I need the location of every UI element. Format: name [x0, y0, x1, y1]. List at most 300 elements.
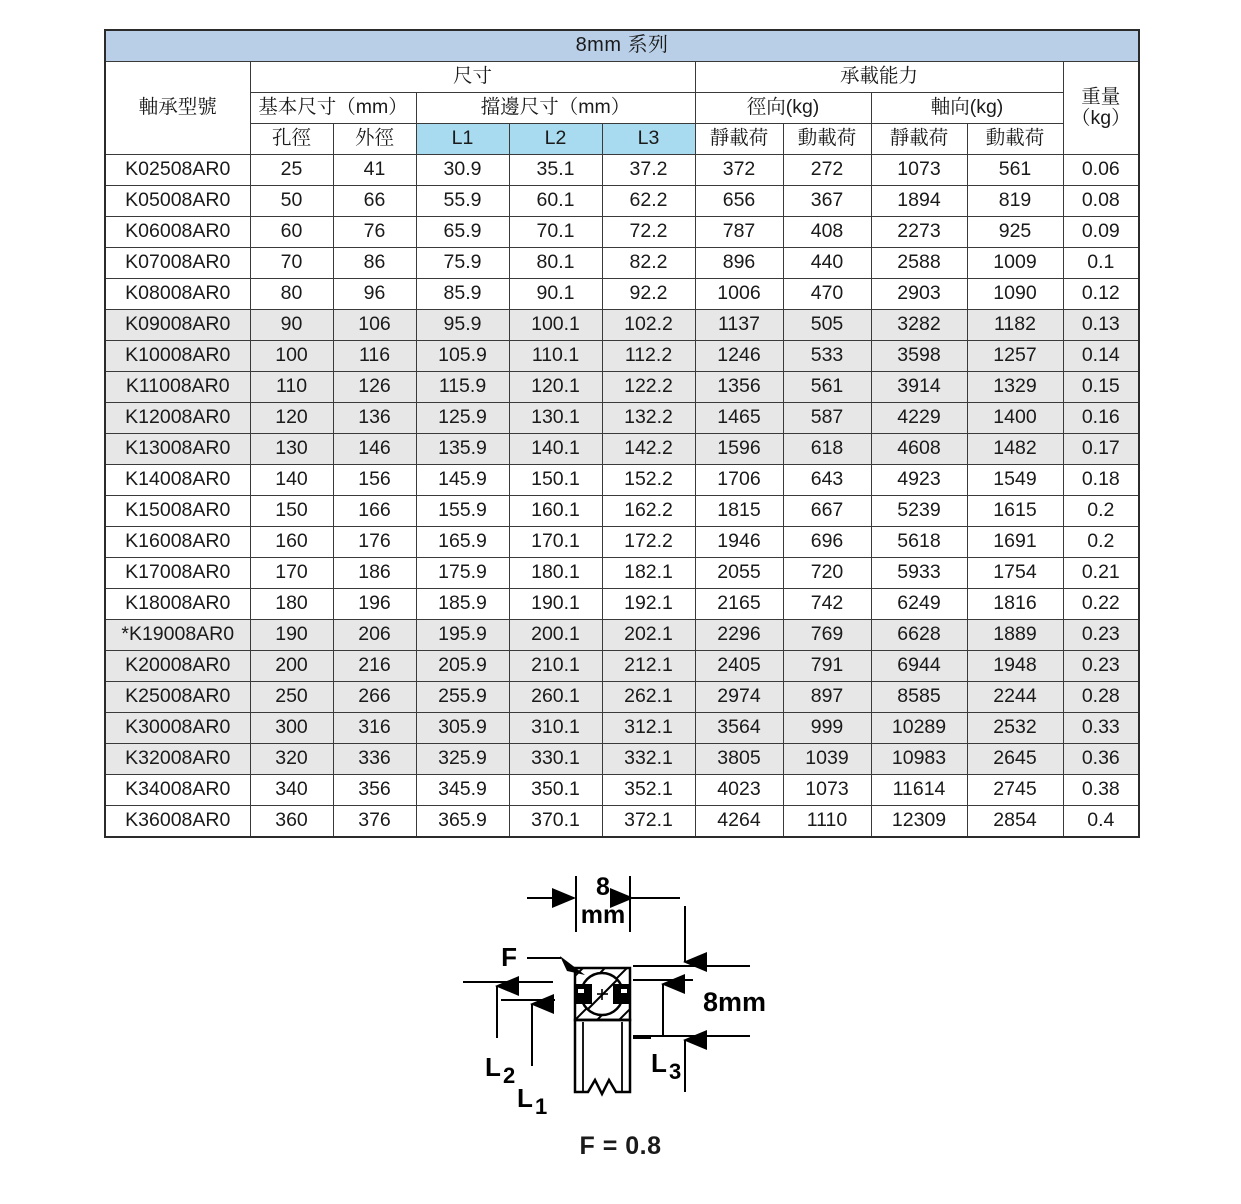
l2-dimension-group: [463, 982, 553, 1088]
cell-radial-static-load: 2974: [695, 682, 783, 713]
cell-l3: 37.2: [602, 155, 695, 186]
table-row: [105, 496, 1139, 527]
table-row: [105, 589, 1139, 620]
cell-l3: 352.1: [602, 775, 695, 806]
cell-model: K14008AR0: [105, 465, 250, 496]
cell-radial-dynamic-load: 408: [783, 217, 871, 248]
left-seal: [575, 984, 592, 1004]
cell-weight: 0.17: [1063, 434, 1139, 465]
cell-axial-dynamic-load: 925: [967, 217, 1063, 248]
cell-l1: 30.9: [416, 155, 509, 186]
cell-model: K17008AR0: [105, 558, 250, 589]
cell-axial-static-load: 11614: [871, 775, 967, 806]
cell-axial-static-load: 4229: [871, 403, 967, 434]
cell-outer-diameter: 186: [333, 558, 416, 589]
cell-l2: 170.1: [509, 527, 602, 558]
cell-bore: 160: [250, 527, 333, 558]
cell-outer-diameter: 176: [333, 527, 416, 558]
cell-l1: 155.9: [416, 496, 509, 527]
cell-outer-diameter: 356: [333, 775, 416, 806]
header-l1: L1: [416, 124, 509, 155]
cell-l3: 172.2: [602, 527, 695, 558]
bearing-cross-section-diagram: [455, 870, 835, 1120]
cell-weight: 0.22: [1063, 589, 1139, 620]
cell-bore: 320: [250, 744, 333, 775]
cell-model: K09008AR0: [105, 310, 250, 341]
cell-l2: 110.1: [509, 341, 602, 372]
cell-radial-static-load: 1596: [695, 434, 783, 465]
cell-radial-static-load: 1946: [695, 527, 783, 558]
header-weight: [1063, 62, 1139, 155]
cell-l3: 202.1: [602, 620, 695, 651]
cell-l3: 372.1: [602, 806, 695, 838]
table-row: [105, 806, 1139, 838]
header-radial-static-load: 靜載荷: [695, 124, 783, 155]
cell-axial-dynamic-load: 1948: [967, 651, 1063, 682]
chamfer-arrow: [560, 956, 585, 975]
cell-axial-static-load: 3598: [871, 341, 967, 372]
table-row: [105, 775, 1139, 806]
cell-weight: 0.2: [1063, 496, 1139, 527]
cell-bore: 250: [250, 682, 333, 713]
cell-l1: 135.9: [416, 434, 509, 465]
cell-l1: 105.9: [416, 341, 509, 372]
cell-radial-static-load: 1356: [695, 372, 783, 403]
cell-axial-dynamic-load: 1400: [967, 403, 1063, 434]
header-l3: L3: [602, 124, 695, 155]
cell-l2: 100.1: [509, 310, 602, 341]
cell-l1: 75.9: [416, 248, 509, 279]
cell-axial-dynamic-load: 1090: [967, 279, 1063, 310]
cell-weight: 0.23: [1063, 620, 1139, 651]
cell-radial-static-load: 787: [695, 217, 783, 248]
cell-radial-dynamic-load: 505: [783, 310, 871, 341]
cell-l2: 130.1: [509, 403, 602, 434]
cell-l1: 145.9: [416, 465, 509, 496]
cell-bore: 25: [250, 155, 333, 186]
chamfer-leader-group: [501, 942, 585, 975]
table-row: [105, 465, 1139, 496]
cell-outer-diameter: 376: [333, 806, 416, 838]
cell-model: K32008AR0: [105, 744, 250, 775]
cell-bore: 360: [250, 806, 333, 838]
cell-radial-static-load: 2405: [695, 651, 783, 682]
cell-bore: 200: [250, 651, 333, 682]
cell-model: K11008AR0: [105, 372, 250, 403]
cell-radial-static-load: 4023: [695, 775, 783, 806]
cell-bore: 170: [250, 558, 333, 589]
cell-outer-diameter: 76: [333, 217, 416, 248]
width-value-label: 8: [596, 873, 610, 901]
cell-l2: 70.1: [509, 217, 602, 248]
cell-radial-dynamic-load: 696: [783, 527, 871, 558]
l1-dimension-group: [501, 1000, 555, 1119]
cell-l2: 310.1: [509, 713, 602, 744]
cell-l1: 55.9: [416, 186, 509, 217]
cell-axial-static-load: 6249: [871, 589, 967, 620]
cell-model: K16008AR0: [105, 527, 250, 558]
cell-radial-static-load: 1706: [695, 465, 783, 496]
cell-outer-diameter: 136: [333, 403, 416, 434]
cell-weight: 0.4: [1063, 806, 1139, 838]
cell-model: K12008AR0: [105, 403, 250, 434]
cell-outer-diameter: 336: [333, 744, 416, 775]
cell-axial-dynamic-load: 2645: [967, 744, 1063, 775]
cell-l1: 345.9: [416, 775, 509, 806]
header-flange-dimensions: 擋邊尺寸（mm）: [416, 93, 695, 124]
cell-axial-dynamic-load: 2854: [967, 806, 1063, 838]
table-row: [105, 558, 1139, 589]
cell-l2: 35.1: [509, 155, 602, 186]
header-weight-line2: （kg）: [1071, 107, 1131, 129]
cell-axial-static-load: 5618: [871, 527, 967, 558]
cell-axial-dynamic-load: 2745: [967, 775, 1063, 806]
cell-l1: 195.9: [416, 620, 509, 651]
header-outer-diameter: 外徑: [333, 124, 416, 155]
cell-outer-diameter: 166: [333, 496, 416, 527]
cell-radial-dynamic-load: 720: [783, 558, 871, 589]
cell-l3: 82.2: [602, 248, 695, 279]
width-dimension-group: [527, 873, 680, 932]
cell-axial-dynamic-load: 1816: [967, 589, 1063, 620]
table-row: [105, 682, 1139, 713]
table-row: [105, 434, 1139, 465]
cell-model: K34008AR0: [105, 775, 250, 806]
table-row: [105, 713, 1139, 744]
cell-radial-dynamic-load: 643: [783, 465, 871, 496]
cell-outer-diameter: 116: [333, 341, 416, 372]
header-axial-capacity: 軸向(kg): [871, 93, 1063, 124]
cell-radial-static-load: 2165: [695, 589, 783, 620]
cell-l2: 140.1: [509, 434, 602, 465]
cell-model: K07008AR0: [105, 248, 250, 279]
cell-weight: 0.09: [1063, 217, 1139, 248]
cell-radial-dynamic-load: 618: [783, 434, 871, 465]
l2-label: L: [485, 1052, 501, 1082]
cell-radial-static-load: 896: [695, 248, 783, 279]
cell-l2: 60.1: [509, 186, 602, 217]
header-l2: L2: [509, 124, 602, 155]
cell-l3: 112.2: [602, 341, 695, 372]
cell-model: K15008AR0: [105, 496, 250, 527]
cell-l3: 162.2: [602, 496, 695, 527]
cell-radial-dynamic-load: 470: [783, 279, 871, 310]
cell-radial-static-load: 656: [695, 186, 783, 217]
cell-l2: 210.1: [509, 651, 602, 682]
table-row: [105, 186, 1139, 217]
cell-outer-diameter: 66: [333, 186, 416, 217]
cell-l2: 150.1: [509, 465, 602, 496]
cell-axial-static-load: 3282: [871, 310, 967, 341]
cell-model: K08008AR0: [105, 279, 250, 310]
cell-weight: 0.14: [1063, 341, 1139, 372]
cell-l3: 152.2: [602, 465, 695, 496]
cell-outer-diameter: 106: [333, 310, 416, 341]
cell-axial-static-load: 5933: [871, 558, 967, 589]
cell-bore: 80: [250, 279, 333, 310]
cell-l3: 262.1: [602, 682, 695, 713]
cell-bore: 90: [250, 310, 333, 341]
cell-axial-static-load: 3914: [871, 372, 967, 403]
cell-axial-static-load: 6944: [871, 651, 967, 682]
cell-l1: 115.9: [416, 372, 509, 403]
header-radial-capacity: 徑向(kg): [695, 93, 871, 124]
cell-radial-dynamic-load: 742: [783, 589, 871, 620]
cell-axial-dynamic-load: 1182: [967, 310, 1063, 341]
cell-weight: 0.33: [1063, 713, 1139, 744]
cell-l1: 255.9: [416, 682, 509, 713]
cell-l3: 192.1: [602, 589, 695, 620]
table-header: [105, 30, 1139, 155]
right-seal: [613, 984, 630, 1004]
cell-l1: 85.9: [416, 279, 509, 310]
cell-radial-dynamic-load: 897: [783, 682, 871, 713]
cell-radial-static-load: 4264: [695, 806, 783, 838]
l3-label: L: [651, 1048, 667, 1078]
l1-label: L: [517, 1083, 533, 1113]
table-row: [105, 248, 1139, 279]
height-label: 8mm: [703, 987, 767, 1017]
cell-bore: 50: [250, 186, 333, 217]
table-row: [105, 372, 1139, 403]
table-title-row: [105, 30, 1139, 62]
cell-axial-dynamic-load: 819: [967, 186, 1063, 217]
cell-l1: 185.9: [416, 589, 509, 620]
cell-weight: 0.28: [1063, 682, 1139, 713]
cell-l2: 160.1: [509, 496, 602, 527]
cell-outer-diameter: 266: [333, 682, 416, 713]
cell-l1: 205.9: [416, 651, 509, 682]
cell-bore: 70: [250, 248, 333, 279]
cell-axial-static-load: 10289: [871, 713, 967, 744]
cell-axial-dynamic-load: 1889: [967, 620, 1063, 651]
cell-axial-dynamic-load: 1009: [967, 248, 1063, 279]
cell-axial-dynamic-load: 1329: [967, 372, 1063, 403]
cell-radial-dynamic-load: 999: [783, 713, 871, 744]
header-radial-dynamic-load: 動載荷: [783, 124, 871, 155]
cell-model: *K19008AR0: [105, 620, 250, 651]
cell-axial-static-load: 1894: [871, 186, 967, 217]
cell-radial-dynamic-load: 561: [783, 372, 871, 403]
cell-axial-dynamic-load: 561: [967, 155, 1063, 186]
table-row: [105, 217, 1139, 248]
cell-radial-dynamic-load: 1073: [783, 775, 871, 806]
cell-model: K13008AR0: [105, 434, 250, 465]
cell-radial-static-load: 1465: [695, 403, 783, 434]
cell-outer-diameter: 126: [333, 372, 416, 403]
width-unit-label: mm: [580, 901, 626, 929]
cell-bore: 120: [250, 403, 333, 434]
cell-l1: 165.9: [416, 527, 509, 558]
table-row: [105, 744, 1139, 775]
cell-radial-dynamic-load: 667: [783, 496, 871, 527]
cell-axial-dynamic-load: 1691: [967, 527, 1063, 558]
cell-l2: 190.1: [509, 589, 602, 620]
cell-l3: 102.2: [602, 310, 695, 341]
l3-subscript: 3: [669, 1059, 682, 1084]
cell-l3: 132.2: [602, 403, 695, 434]
cell-bore: 130: [250, 434, 333, 465]
cell-weight: 0.18: [1063, 465, 1139, 496]
cell-axial-static-load: 2903: [871, 279, 967, 310]
cell-l2: 90.1: [509, 279, 602, 310]
table-row: [105, 155, 1139, 186]
table-row: [105, 651, 1139, 682]
cell-axial-dynamic-load: 2532: [967, 713, 1063, 744]
cell-radial-dynamic-load: 769: [783, 620, 871, 651]
cell-weight: 0.16: [1063, 403, 1139, 434]
cell-l1: 305.9: [416, 713, 509, 744]
cell-radial-dynamic-load: 1110: [783, 806, 871, 838]
cell-radial-dynamic-load: 272: [783, 155, 871, 186]
cell-model: K20008AR0: [105, 651, 250, 682]
cell-weight: 0.08: [1063, 186, 1139, 217]
cell-model: K06008AR0: [105, 217, 250, 248]
cell-axial-static-load: 12309: [871, 806, 967, 838]
cell-bore: 300: [250, 713, 333, 744]
header-axial-dynamic-load: 動載荷: [967, 124, 1063, 155]
cell-axial-static-load: 8585: [871, 682, 967, 713]
cell-axial-dynamic-load: 1257: [967, 341, 1063, 372]
cell-bore: 100: [250, 341, 333, 372]
header-row-subgroup: [105, 93, 1139, 124]
bearing-diagram-svg: [455, 870, 835, 1120]
cell-bore: 340: [250, 775, 333, 806]
cell-axial-static-load: 1073: [871, 155, 967, 186]
cell-radial-static-load: 372: [695, 155, 783, 186]
cell-l2: 200.1: [509, 620, 602, 651]
cell-weight: 0.13: [1063, 310, 1139, 341]
cell-l3: 312.1: [602, 713, 695, 744]
table-row: [105, 620, 1139, 651]
cell-l1: 95.9: [416, 310, 509, 341]
cell-model: K18008AR0: [105, 589, 250, 620]
table-row: [105, 310, 1139, 341]
cell-model: K10008AR0: [105, 341, 250, 372]
chamfer-label: F: [501, 942, 517, 972]
cell-bore: 190: [250, 620, 333, 651]
cell-model: K02508AR0: [105, 155, 250, 186]
cell-radial-static-load: 1815: [695, 496, 783, 527]
cell-axial-static-load: 4923: [871, 465, 967, 496]
table-body: [105, 155, 1139, 838]
cell-axial-dynamic-load: 1549: [967, 465, 1063, 496]
header-capacity-group: 承載能力: [695, 62, 1063, 93]
cell-radial-dynamic-load: 1039: [783, 744, 871, 775]
cell-l1: 365.9: [416, 806, 509, 838]
cell-axial-static-load: 2588: [871, 248, 967, 279]
table-row: [105, 279, 1139, 310]
header-weight-line1: 重量: [1081, 85, 1121, 108]
cell-outer-diameter: 316: [333, 713, 416, 744]
cell-radial-static-load: 1137: [695, 310, 783, 341]
cell-axial-static-load: 6628: [871, 620, 967, 651]
cell-outer-diameter: 196: [333, 589, 416, 620]
l2-subscript: 2: [503, 1063, 516, 1088]
cell-outer-diameter: 216: [333, 651, 416, 682]
cell-l1: 125.9: [416, 403, 509, 434]
cell-weight: 0.12: [1063, 279, 1139, 310]
cell-model: K05008AR0: [105, 186, 250, 217]
cell-radial-dynamic-load: 533: [783, 341, 871, 372]
cell-l2: 350.1: [509, 775, 602, 806]
cell-outer-diameter: 206: [333, 620, 416, 651]
cell-l1: 325.9: [416, 744, 509, 775]
cell-weight: 0.36: [1063, 744, 1139, 775]
cell-l3: 62.2: [602, 186, 695, 217]
header-model: 軸承型號: [105, 62, 250, 155]
cell-weight: 0.15: [1063, 372, 1139, 403]
cell-model: K25008AR0: [105, 682, 250, 713]
table-row: [105, 403, 1139, 434]
cell-l3: 182.1: [602, 558, 695, 589]
cell-radial-static-load: 2296: [695, 620, 783, 651]
cell-weight: 0.23: [1063, 651, 1139, 682]
cell-axial-static-load: 10983: [871, 744, 967, 775]
cell-l2: 80.1: [509, 248, 602, 279]
cell-radial-static-load: 1006: [695, 279, 783, 310]
cell-outer-diameter: 41: [333, 155, 416, 186]
cell-l3: 72.2: [602, 217, 695, 248]
cell-axial-static-load: 2273: [871, 217, 967, 248]
header-bore: 孔徑: [250, 124, 333, 155]
cell-outer-diameter: 96: [333, 279, 416, 310]
cell-radial-dynamic-load: 587: [783, 403, 871, 434]
cell-l2: 370.1: [509, 806, 602, 838]
cell-bore: 180: [250, 589, 333, 620]
cell-axial-dynamic-load: 1482: [967, 434, 1063, 465]
cell-weight: 0.06: [1063, 155, 1139, 186]
chamfer-note-caption: F = 0.8: [579, 1132, 662, 1160]
cell-radial-dynamic-load: 367: [783, 186, 871, 217]
cell-axial-static-load: 4608: [871, 434, 967, 465]
cell-l3: 92.2: [602, 279, 695, 310]
cell-radial-static-load: 3564: [695, 713, 783, 744]
cell-l3: 122.2: [602, 372, 695, 403]
cell-l2: 180.1: [509, 558, 602, 589]
cell-weight: 0.21: [1063, 558, 1139, 589]
cell-radial-dynamic-load: 791: [783, 651, 871, 682]
cell-bore: 140: [250, 465, 333, 496]
cell-outer-diameter: 156: [333, 465, 416, 496]
cell-bore: 110: [250, 372, 333, 403]
cell-weight: 0.2: [1063, 527, 1139, 558]
cell-weight: 0.1: [1063, 248, 1139, 279]
cell-radial-static-load: 2055: [695, 558, 783, 589]
cell-l2: 260.1: [509, 682, 602, 713]
cell-l3: 332.1: [602, 744, 695, 775]
cell-axial-dynamic-load: 1754: [967, 558, 1063, 589]
cell-l1: 65.9: [416, 217, 509, 248]
cell-bore: 150: [250, 496, 333, 527]
cell-axial-dynamic-load: 1615: [967, 496, 1063, 527]
table-row: [105, 341, 1139, 372]
cell-outer-diameter: 86: [333, 248, 416, 279]
cell-l3: 212.1: [602, 651, 695, 682]
specification-table-container: [104, 29, 1138, 838]
cell-bore: 60: [250, 217, 333, 248]
table-title: 8mm 系列: [105, 30, 1139, 62]
cell-axial-dynamic-load: 2244: [967, 682, 1063, 713]
cell-l2: 120.1: [509, 372, 602, 403]
cell-l3: 142.2: [602, 434, 695, 465]
cell-l2: 330.1: [509, 744, 602, 775]
table-row: [105, 527, 1139, 558]
header-axial-static-load: 靜載荷: [871, 124, 967, 155]
cell-axial-static-load: 5239: [871, 496, 967, 527]
cell-outer-diameter: 146: [333, 434, 416, 465]
header-basic-dimensions: 基本尺寸（mm）: [250, 93, 416, 124]
